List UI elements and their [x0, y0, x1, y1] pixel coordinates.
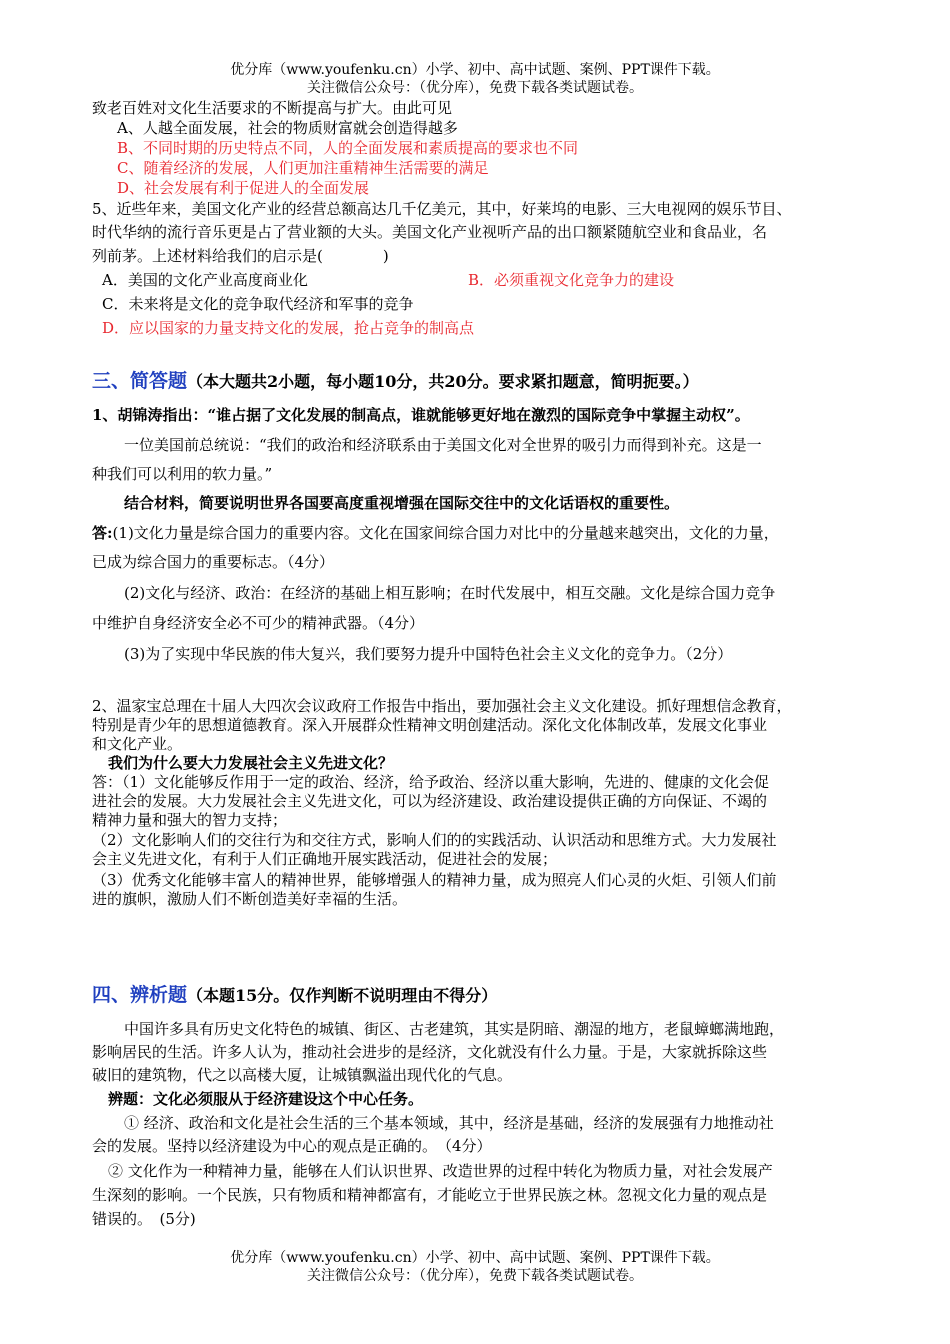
s4-material-line-1: 中国许多具有历史文化特色的城镇、街区、古老建筑，其实是阴暗、潮湿的地方，老鼠蟑螂满地跑，: [124, 1020, 785, 1038]
s4-answer-line-5: 错误的。 (5分): [92, 1210, 196, 1228]
section3-title: 三、简答题: [92, 370, 188, 392]
s4-material-line-3: 破旧的建筑物，代之以高楼大厦，让城镇飘溢出现代化的气息。: [92, 1066, 513, 1084]
section4-title: 四、辨析题: [92, 984, 188, 1006]
s3-q2-answer-line-4: （2）文化影响人们的交往行为和交往方式，影响人们的的实践活动、认识活动和思维方式。大力发展社: [92, 831, 777, 849]
q5-stem-line-2: 时代华纳的流行音乐更是占了营业额的大头。美国文化产业视听产品的出口额紧随航空业和食品业，名: [92, 223, 768, 241]
s3-q1-answer-3: (3)为了实现中华民族的伟大复兴，我们要努力提升中国特色社会主义文化的竞争力。（2分）: [124, 645, 733, 663]
s3-q1-answer-1b: 已成为综合国力的重要标志。（4分）: [92, 553, 335, 571]
section3-heading: [92, 369, 699, 394]
s3-q2-stem-line-3: 和文化产业。: [92, 735, 183, 753]
s4-answer-line-4: 生深刻的影响。一个民族，只有物质和精神都富有，才能屹立于世界民族之林。忽视文化力量的观点是: [92, 1186, 768, 1204]
s4-answer-line-2: 会的发展。坚持以经济建设为中心的观点是正确的。 （4分）: [92, 1137, 492, 1155]
q4-stem-tail: 致老百姓对文化生活要求的不断提高与扩大。由此可见: [92, 99, 453, 117]
s3-q1-answer-label: 答:: [92, 524, 113, 542]
s3-q2-answer-line-3: 精神力量和强大的智力支持；: [92, 811, 288, 829]
s3-q2-answer-line-6: （3）优秀文化能够丰富人的精神世界，能够增强人的精神力量，成为照亮人们心灵的火炬、引领人们前: [92, 871, 777, 889]
section4-note: （本题15分。仅作判断不说明理由不得分）: [187, 986, 498, 1005]
q4-option-c: C、随着经济的发展，人们更加注重精神生活需要的满足: [117, 159, 489, 177]
s3-q1-answer-line-1: [92, 524, 779, 542]
s3-q2-answer-line-7: 进的旗帜，激励人们不断创造美好幸福的生活。: [92, 890, 408, 908]
s4-answer-line-3: ② 文化作为一种精神力量，能够在人们认识世界、改造世界的过程中转化为物质力量，对社会发展产: [108, 1162, 773, 1180]
s3-q1-line-2: 一位美国前总统说：“我们的政治和经济联系由于美国文化对全世界的吸引力而得到补充。这是一: [124, 436, 762, 454]
page-header-line-1: 优分库（www.youfenku.cn）小学、初中、高中试题、案例、PPT课件下载。: [230, 62, 720, 78]
section3-note: （本大题共2小题，每小题10分，共20分。要求紧扣题意，简明扼要。）: [187, 372, 699, 391]
q4-option-a: A、人越全面发展，社会的物质财富就会创造得越多: [117, 119, 458, 137]
s3-q2-answer-line-5: 会主义先进文化，有利于人们正确地开展实践活动，促进社会的发展；: [92, 850, 558, 868]
page-header-line-2: 关注微信公众号：（优分库），免费下载各类试题试卷。: [307, 80, 643, 96]
s3-q1-line-1: [92, 406, 750, 424]
page-footer-line-1: 优分库（www.youfenku.cn）小学、初中、高中试题、案例、PPT课件下载。: [230, 1250, 720, 1266]
s3-q1-answer-2a: (2)文化与经济、政治：在经济的基础上相互影响；在时代发展中，相互交融。文化是综合国力竞争: [124, 584, 776, 602]
s3-q2-stem-line-2: 特别是青少年的思想道德教育。深入开展群众性精神文明创建活动。深化文化体制改革，发展文化事业: [92, 716, 768, 734]
s4-answer-line-1: ① 经济、政治和文化是社会生活的三个基本领域，其中，经济是基础，经济的发展强有力地推动社: [124, 1114, 774, 1132]
s4-material-line-2: 影响居民的生活。许多人认为，推动社会进步的是经济，文化就没有什么力量。于是，大家就拆除这些: [92, 1043, 768, 1061]
q4-option-d: D、社会发展有利于促进人的全面发展: [117, 179, 370, 197]
q5-option-c: C．未来将是文化的竞争取代经济和军事的竞争: [102, 295, 414, 313]
q5-stem-line-3: 列前茅。上述材料给我们的启示是( ): [92, 247, 389, 265]
s3-q2-answer-line-1: 答：（1）文化能够反作用于一定的政治、经济，给予政治、经济以重大影响，先进的、健康的文化会促: [92, 773, 770, 791]
q5-option-b: B．必须重视文化竞争力的建设: [468, 271, 675, 289]
q5-option-a: A．美国的文化产业高度商业化: [102, 271, 308, 289]
s3-q1-line-3: 种我们可以利用的软力量。”: [92, 465, 273, 483]
s3-q1-answer-1a: (1)文化力量是综合国力的重要内容。文化在国家间综合国力对比中的分量越来越突出，文化的力量，: [112, 524, 779, 542]
s3-q1-prompt: 结合材料，简要说明世界各国要高度重视增强在国际交往中的文化话语权的重要性。: [124, 494, 680, 512]
s3-q2-stem-line-1: 2、温家宝总理在十届人大四次会议政府工作报告中指出，要加强社会主义文化建设。抓好理想信念教育，: [92, 697, 792, 715]
page-footer-line-2: 关注微信公众号：（优分库），免费下载各类试题试卷。: [307, 1268, 643, 1284]
q4-option-b: B、不同时期的历史特点不同，人的全面发展和素质提高的要求也不同: [117, 139, 579, 157]
s3-q1-text: 1、胡锦涛指出：“谁占据了文化发展的制高点，谁就能够更好地在激烈的国际竞争中掌握主动权”。: [92, 406, 750, 424]
s3-q2-question: 我们为什么要大力发展社会主义先进文化？: [108, 754, 394, 772]
q5-stem-line-1: 5、近些年来，美国文化产业的经营总额高达几千亿美元，其中，好莱坞的电影、三大电视网的娱乐节目、: [92, 200, 792, 218]
s4-prompt: 辨题：文化必须服从于经济建设这个中心任务。: [108, 1090, 424, 1108]
s3-q1-answer-2b: 中维护自身经济安全必不可少的精神武器。（4分）: [92, 614, 425, 632]
section4-heading: [92, 983, 497, 1008]
s3-q2-answer-line-2: 进社会的发展。大力发展社会主义先进文化，可以为经济建设、政治建设提供正确的方向保证、不竭的: [92, 792, 768, 810]
q5-option-d: D．应以国家的力量支持文化的发展，抢占竞争的制高点: [102, 319, 475, 337]
